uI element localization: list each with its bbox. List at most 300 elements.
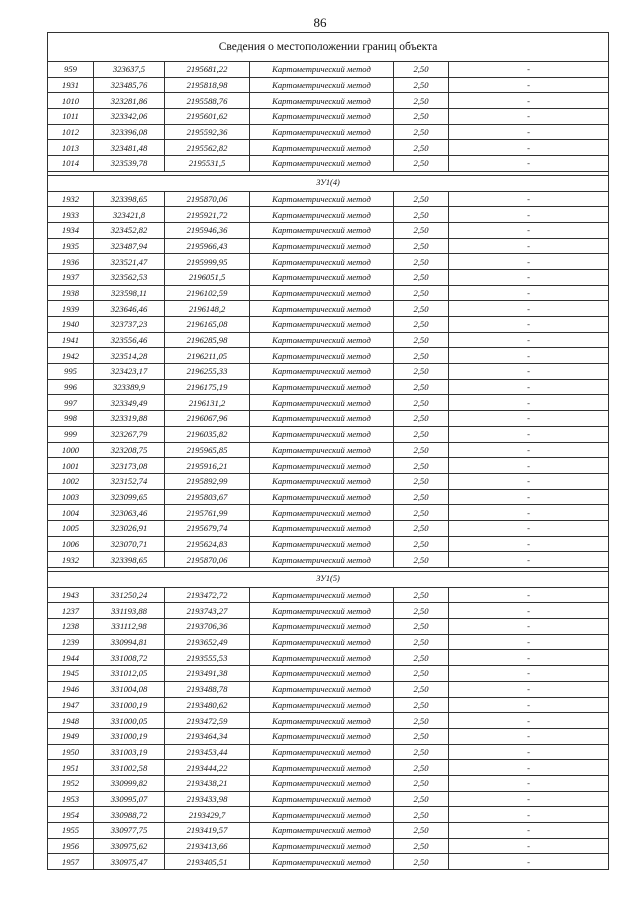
- method-cell: Картометрический метод: [250, 760, 394, 776]
- method-cell: Картометрический метод: [250, 156, 394, 172]
- table-row: [48, 587, 609, 603]
- method-cell: Картометрический метод: [250, 505, 394, 521]
- table-row: [48, 442, 609, 458]
- point-number-cell: 959: [48, 62, 94, 78]
- accuracy-cell: 2,50: [394, 301, 449, 317]
- table-row: [48, 269, 609, 285]
- x-coordinate-cell: 323152,74: [94, 473, 165, 489]
- table-row: [48, 426, 609, 442]
- table-row: [48, 238, 609, 254]
- accuracy-cell: 2,50: [394, 238, 449, 254]
- point-number-cell: 1937: [48, 269, 94, 285]
- point-number-cell: 1931: [48, 77, 94, 93]
- description-cell: -: [449, 124, 609, 140]
- y-coordinate-cell: 2196148,2: [165, 301, 250, 317]
- method-cell: Картометрический метод: [250, 207, 394, 223]
- table-row: [48, 93, 609, 109]
- accuracy-cell: 2,50: [394, 411, 449, 427]
- x-coordinate-cell: 323556,46: [94, 332, 165, 348]
- x-coordinate-cell: 323539,78: [94, 156, 165, 172]
- x-coordinate-cell: 323485,76: [94, 77, 165, 93]
- description-cell: -: [449, 728, 609, 744]
- method-cell: Картометрический метод: [250, 697, 394, 713]
- x-coordinate-cell: 330977,75: [94, 823, 165, 839]
- method-cell: Картометрический метод: [250, 552, 394, 568]
- table-row: [48, 411, 609, 427]
- x-coordinate-cell: 331112,98: [94, 619, 165, 635]
- y-coordinate-cell: 2193438,21: [165, 775, 250, 791]
- point-number-cell: 1946: [48, 681, 94, 697]
- y-coordinate-cell: 2196165,08: [165, 317, 250, 333]
- y-coordinate-cell: 2195592,36: [165, 124, 250, 140]
- x-coordinate-cell: 331000,19: [94, 697, 165, 713]
- description-cell: -: [449, 552, 609, 568]
- y-coordinate-cell: 2193472,72: [165, 587, 250, 603]
- accuracy-cell: 2,50: [394, 222, 449, 238]
- accuracy-cell: 2,50: [394, 728, 449, 744]
- table-row: [48, 364, 609, 380]
- page-number: 86: [313, 15, 327, 30]
- description-cell: -: [449, 395, 609, 411]
- y-coordinate-cell: 2195601,62: [165, 109, 250, 125]
- x-coordinate-cell: 323737,23: [94, 317, 165, 333]
- table-row: [48, 760, 609, 776]
- point-number-cell: 1943: [48, 587, 94, 603]
- accuracy-cell: 2,50: [394, 681, 449, 697]
- x-coordinate-cell: 331193,88: [94, 603, 165, 619]
- method-cell: Картометрический метод: [250, 124, 394, 140]
- y-coordinate-cell: 2196131,2: [165, 395, 250, 411]
- accuracy-cell: 2,50: [394, 348, 449, 364]
- accuracy-cell: 2,50: [394, 395, 449, 411]
- x-coordinate-cell: 323481,48: [94, 140, 165, 156]
- method-cell: Картометрический метод: [250, 348, 394, 364]
- table-body: [48, 33, 609, 870]
- accuracy-cell: 2,50: [394, 109, 449, 125]
- point-number-cell: 1954: [48, 807, 94, 823]
- method-cell: Картометрический метод: [250, 364, 394, 380]
- point-number-cell: 1002: [48, 473, 94, 489]
- table-row: [48, 634, 609, 650]
- description-cell: -: [449, 62, 609, 78]
- table-row: [48, 619, 609, 635]
- table-row: [48, 728, 609, 744]
- y-coordinate-cell: 2195946,36: [165, 222, 250, 238]
- method-cell: Картометрический метод: [250, 254, 394, 270]
- y-coordinate-cell: 2195681,22: [165, 62, 250, 78]
- description-cell: -: [449, 634, 609, 650]
- point-number-cell: 999: [48, 426, 94, 442]
- accuracy-cell: 2,50: [394, 77, 449, 93]
- point-number-cell: 1941: [48, 332, 94, 348]
- point-number-cell: 1951: [48, 760, 94, 776]
- y-coordinate-cell: 2195999,95: [165, 254, 250, 270]
- section-header-row: [48, 572, 609, 588]
- accuracy-cell: 2,50: [394, 552, 449, 568]
- x-coordinate-cell: 323349,49: [94, 395, 165, 411]
- description-cell: -: [449, 744, 609, 760]
- x-coordinate-cell: 323521,47: [94, 254, 165, 270]
- description-cell: -: [449, 207, 609, 223]
- method-cell: Картометрический метод: [250, 62, 394, 78]
- accuracy-cell: 2,50: [394, 744, 449, 760]
- method-cell: Картометрический метод: [250, 619, 394, 635]
- description-cell: -: [449, 838, 609, 854]
- point-number-cell: 1947: [48, 697, 94, 713]
- accuracy-cell: 2,50: [394, 697, 449, 713]
- table-row: [48, 301, 609, 317]
- table-row: [48, 285, 609, 301]
- point-number-cell: 1938: [48, 285, 94, 301]
- y-coordinate-cell: 2195892,99: [165, 473, 250, 489]
- point-number-cell: 1011: [48, 109, 94, 125]
- y-coordinate-cell: 2193413,66: [165, 838, 250, 854]
- point-number-cell: 1949: [48, 728, 94, 744]
- point-number-cell: 1945: [48, 666, 94, 682]
- point-number-cell: 1010: [48, 93, 94, 109]
- point-number-cell: 1932: [48, 191, 94, 207]
- accuracy-cell: 2,50: [394, 191, 449, 207]
- description-cell: -: [449, 364, 609, 380]
- method-cell: Картометрический метод: [250, 222, 394, 238]
- x-coordinate-cell: 330988,72: [94, 807, 165, 823]
- x-coordinate-cell: 331004,08: [94, 681, 165, 697]
- point-number-cell: 1001: [48, 458, 94, 474]
- description-cell: -: [449, 285, 609, 301]
- point-number-cell: 1013: [48, 140, 94, 156]
- method-cell: Картометрический метод: [250, 520, 394, 536]
- x-coordinate-cell: 331008,72: [94, 650, 165, 666]
- accuracy-cell: 2,50: [394, 505, 449, 521]
- x-coordinate-cell: 331250,24: [94, 587, 165, 603]
- y-coordinate-cell: 2196102,59: [165, 285, 250, 301]
- method-cell: Картометрический метод: [250, 666, 394, 682]
- method-cell: Картометрический метод: [250, 301, 394, 317]
- x-coordinate-cell: 323208,75: [94, 442, 165, 458]
- y-coordinate-cell: 2193480,62: [165, 697, 250, 713]
- table-row: [48, 681, 609, 697]
- y-coordinate-cell: 2193419,57: [165, 823, 250, 839]
- description-cell: -: [449, 681, 609, 697]
- section-label: ЗУ1(5): [48, 572, 609, 588]
- x-coordinate-cell: 323281,86: [94, 93, 165, 109]
- method-cell: Картометрический метод: [250, 650, 394, 666]
- method-cell: Картометрический метод: [250, 791, 394, 807]
- method-cell: Картометрический метод: [250, 489, 394, 505]
- method-cell: Картометрический метод: [250, 317, 394, 333]
- accuracy-cell: 2,50: [394, 332, 449, 348]
- accuracy-cell: 2,50: [394, 140, 449, 156]
- point-number-cell: 1000: [48, 442, 94, 458]
- accuracy-cell: 2,50: [394, 426, 449, 442]
- x-coordinate-cell: 323026,91: [94, 520, 165, 536]
- point-number-cell: 1942: [48, 348, 94, 364]
- point-number-cell: 1944: [48, 650, 94, 666]
- method-cell: Картометрический метод: [250, 681, 394, 697]
- y-coordinate-cell: 2195916,21: [165, 458, 250, 474]
- description-cell: -: [449, 603, 609, 619]
- description-cell: -: [449, 619, 609, 635]
- table-row: [48, 222, 609, 238]
- y-coordinate-cell: 2195966,43: [165, 238, 250, 254]
- table-row: [48, 854, 609, 870]
- boundary-coordinates-table: [47, 32, 609, 870]
- description-cell: -: [449, 536, 609, 552]
- y-coordinate-cell: 2193491,38: [165, 666, 250, 682]
- table-row: [48, 124, 609, 140]
- x-coordinate-cell: 331002,58: [94, 760, 165, 776]
- accuracy-cell: 2,50: [394, 442, 449, 458]
- method-cell: Картометрический метод: [250, 713, 394, 729]
- y-coordinate-cell: 2196285,98: [165, 332, 250, 348]
- method-cell: Картометрический метод: [250, 238, 394, 254]
- x-coordinate-cell: 331000,19: [94, 728, 165, 744]
- section-label: ЗУ1(4): [48, 175, 609, 191]
- description-cell: -: [449, 713, 609, 729]
- description-cell: -: [449, 587, 609, 603]
- accuracy-cell: 2,50: [394, 650, 449, 666]
- y-coordinate-cell: 2193405,51: [165, 854, 250, 870]
- accuracy-cell: 2,50: [394, 666, 449, 682]
- point-number-cell: 1006: [48, 536, 94, 552]
- description-cell: -: [449, 332, 609, 348]
- accuracy-cell: 2,50: [394, 364, 449, 380]
- table-row: [48, 395, 609, 411]
- description-cell: -: [449, 238, 609, 254]
- accuracy-cell: 2,50: [394, 823, 449, 839]
- table-row: [48, 458, 609, 474]
- point-number-cell: 1955: [48, 823, 94, 839]
- x-coordinate-cell: 323637,5: [94, 62, 165, 78]
- y-coordinate-cell: 2195761,99: [165, 505, 250, 521]
- x-coordinate-cell: 323389,9: [94, 379, 165, 395]
- method-cell: Картометрический метод: [250, 411, 394, 427]
- y-coordinate-cell: 2195870,06: [165, 552, 250, 568]
- x-coordinate-cell: 323099,65: [94, 489, 165, 505]
- method-cell: Картометрический метод: [250, 77, 394, 93]
- table-row: [48, 650, 609, 666]
- point-number-cell: 1239: [48, 634, 94, 650]
- accuracy-cell: 2,50: [394, 254, 449, 270]
- method-cell: Картометрический метод: [250, 458, 394, 474]
- y-coordinate-cell: 2195921,72: [165, 207, 250, 223]
- x-coordinate-cell: 323398,65: [94, 552, 165, 568]
- accuracy-cell: 2,50: [394, 619, 449, 635]
- table-row: [48, 156, 609, 172]
- description-cell: -: [449, 807, 609, 823]
- table-row: [48, 807, 609, 823]
- x-coordinate-cell: 330994,81: [94, 634, 165, 650]
- y-coordinate-cell: 2196255,33: [165, 364, 250, 380]
- method-cell: Картометрический метод: [250, 426, 394, 442]
- table-row: [48, 207, 609, 223]
- method-cell: Картометрический метод: [250, 744, 394, 760]
- description-cell: -: [449, 426, 609, 442]
- accuracy-cell: 2,50: [394, 791, 449, 807]
- method-cell: Картометрический метод: [250, 587, 394, 603]
- method-cell: Картометрический метод: [250, 807, 394, 823]
- point-number-cell: 1005: [48, 520, 94, 536]
- point-number-cell: 1956: [48, 838, 94, 854]
- y-coordinate-cell: 2196067,96: [165, 411, 250, 427]
- x-coordinate-cell: 323398,65: [94, 191, 165, 207]
- description-cell: -: [449, 473, 609, 489]
- y-coordinate-cell: 2196051,5: [165, 269, 250, 285]
- table-title: Сведения о местоположении границ объекта: [48, 33, 609, 62]
- accuracy-cell: 2,50: [394, 775, 449, 791]
- point-number-cell: 1003: [48, 489, 94, 505]
- description-cell: -: [449, 317, 609, 333]
- x-coordinate-cell: 323342,06: [94, 109, 165, 125]
- x-coordinate-cell: 323267,79: [94, 426, 165, 442]
- description-cell: -: [449, 489, 609, 505]
- x-coordinate-cell: 330975,62: [94, 838, 165, 854]
- description-cell: -: [449, 348, 609, 364]
- description-cell: -: [449, 411, 609, 427]
- table-row: [48, 666, 609, 682]
- x-coordinate-cell: 330999,82: [94, 775, 165, 791]
- accuracy-cell: 2,50: [394, 124, 449, 140]
- point-number-cell: 1237: [48, 603, 94, 619]
- point-number-cell: 1957: [48, 854, 94, 870]
- description-cell: -: [449, 191, 609, 207]
- table-title-row: [48, 33, 609, 62]
- description-cell: -: [449, 775, 609, 791]
- y-coordinate-cell: 2193706,36: [165, 619, 250, 635]
- y-coordinate-cell: 2196175,19: [165, 379, 250, 395]
- x-coordinate-cell: 323423,17: [94, 364, 165, 380]
- point-number-cell: 998: [48, 411, 94, 427]
- x-coordinate-cell: 323396,08: [94, 124, 165, 140]
- y-coordinate-cell: 2195624,83: [165, 536, 250, 552]
- table-row: [48, 536, 609, 552]
- method-cell: Картометрический метод: [250, 379, 394, 395]
- accuracy-cell: 2,50: [394, 854, 449, 870]
- point-number-cell: 1933: [48, 207, 94, 223]
- table-row: [48, 520, 609, 536]
- point-number-cell: 1012: [48, 124, 94, 140]
- point-number-cell: 1948: [48, 713, 94, 729]
- description-cell: -: [449, 269, 609, 285]
- method-cell: Картометрический метод: [250, 603, 394, 619]
- method-cell: Картометрический метод: [250, 332, 394, 348]
- table-row: [48, 77, 609, 93]
- y-coordinate-cell: 2193743,27: [165, 603, 250, 619]
- table-row: [48, 791, 609, 807]
- y-coordinate-cell: 2193464,34: [165, 728, 250, 744]
- method-cell: Картометрический метод: [250, 285, 394, 301]
- y-coordinate-cell: 2195870,06: [165, 191, 250, 207]
- method-cell: Картометрический метод: [250, 191, 394, 207]
- method-cell: Картометрический метод: [250, 838, 394, 854]
- point-number-cell: 1936: [48, 254, 94, 270]
- point-number-cell: 1952: [48, 775, 94, 791]
- description-cell: -: [449, 109, 609, 125]
- description-cell: -: [449, 254, 609, 270]
- point-number-cell: 1953: [48, 791, 94, 807]
- x-coordinate-cell: 323421,8: [94, 207, 165, 223]
- y-coordinate-cell: 2193429,7: [165, 807, 250, 823]
- table-row: [48, 552, 609, 568]
- method-cell: Картометрический метод: [250, 823, 394, 839]
- accuracy-cell: 2,50: [394, 379, 449, 395]
- accuracy-cell: 2,50: [394, 713, 449, 729]
- y-coordinate-cell: 2195818,98: [165, 77, 250, 93]
- description-cell: -: [449, 458, 609, 474]
- x-coordinate-cell: 323598,11: [94, 285, 165, 301]
- point-number-cell: 1935: [48, 238, 94, 254]
- table-row: [48, 348, 609, 364]
- description-cell: -: [449, 791, 609, 807]
- description-cell: -: [449, 854, 609, 870]
- y-coordinate-cell: 2193472,59: [165, 713, 250, 729]
- x-coordinate-cell: 323562,53: [94, 269, 165, 285]
- y-coordinate-cell: 2196211,05: [165, 348, 250, 364]
- accuracy-cell: 2,50: [394, 489, 449, 505]
- accuracy-cell: 2,50: [394, 269, 449, 285]
- table-row: [48, 379, 609, 395]
- table-row: [48, 697, 609, 713]
- method-cell: Картометрический метод: [250, 140, 394, 156]
- method-cell: Картометрический метод: [250, 473, 394, 489]
- description-cell: -: [449, 650, 609, 666]
- table-row: [48, 473, 609, 489]
- table-row: [48, 713, 609, 729]
- table-row: [48, 317, 609, 333]
- x-coordinate-cell: 331000,05: [94, 713, 165, 729]
- description-cell: -: [449, 505, 609, 521]
- accuracy-cell: 2,50: [394, 285, 449, 301]
- accuracy-cell: 2,50: [394, 207, 449, 223]
- description-cell: -: [449, 823, 609, 839]
- accuracy-cell: 2,50: [394, 634, 449, 650]
- method-cell: Картометрический метод: [250, 775, 394, 791]
- x-coordinate-cell: 323319,88: [94, 411, 165, 427]
- point-number-cell: 1014: [48, 156, 94, 172]
- accuracy-cell: 2,50: [394, 603, 449, 619]
- method-cell: Картометрический метод: [250, 634, 394, 650]
- description-cell: -: [449, 222, 609, 238]
- table-row: [48, 191, 609, 207]
- point-number-cell: 1940: [48, 317, 94, 333]
- description-cell: -: [449, 156, 609, 172]
- x-coordinate-cell: 323646,46: [94, 301, 165, 317]
- x-coordinate-cell: 323173,08: [94, 458, 165, 474]
- point-number-cell: 996: [48, 379, 94, 395]
- y-coordinate-cell: 2195562,82: [165, 140, 250, 156]
- x-coordinate-cell: 330975,47: [94, 854, 165, 870]
- table-row: [48, 140, 609, 156]
- y-coordinate-cell: 2195531,5: [165, 156, 250, 172]
- method-cell: Картометрический метод: [250, 442, 394, 458]
- table-row: [48, 62, 609, 78]
- y-coordinate-cell: 2195965,85: [165, 442, 250, 458]
- accuracy-cell: 2,50: [394, 156, 449, 172]
- x-coordinate-cell: 331012,05: [94, 666, 165, 682]
- x-coordinate-cell: 330995,07: [94, 791, 165, 807]
- x-coordinate-cell: 323452,82: [94, 222, 165, 238]
- accuracy-cell: 2,50: [394, 458, 449, 474]
- y-coordinate-cell: 2193555,53: [165, 650, 250, 666]
- accuracy-cell: 2,50: [394, 587, 449, 603]
- accuracy-cell: 2,50: [394, 536, 449, 552]
- accuracy-cell: 2,50: [394, 317, 449, 333]
- y-coordinate-cell: 2193433,98: [165, 791, 250, 807]
- point-number-cell: 1939: [48, 301, 94, 317]
- x-coordinate-cell: 323514,28: [94, 348, 165, 364]
- x-coordinate-cell: 323487,94: [94, 238, 165, 254]
- point-number-cell: 997: [48, 395, 94, 411]
